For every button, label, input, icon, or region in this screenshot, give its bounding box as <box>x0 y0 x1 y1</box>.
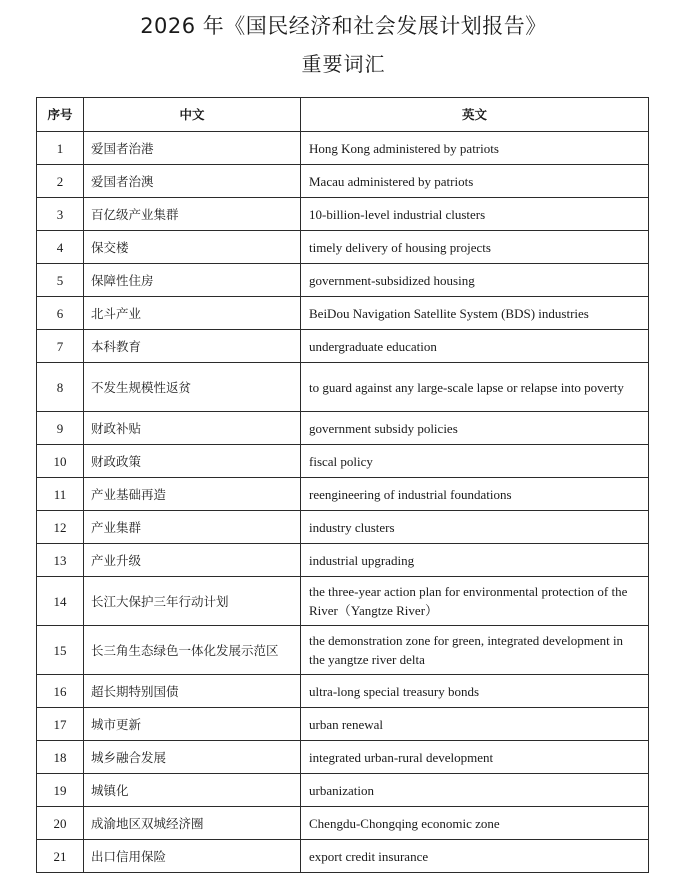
row-number: 16 <box>37 675 84 708</box>
english-term: government subsidy policies <box>301 412 649 445</box>
english-term: fiscal policy <box>301 445 649 478</box>
chinese-term: 保交楼 <box>84 231 301 264</box>
table-row <box>37 675 649 708</box>
chinese-term: 城乡融合发展 <box>84 741 301 774</box>
row-number: 12 <box>37 511 84 544</box>
row-number: 7 <box>37 330 84 363</box>
chinese-term: 长三角生态绿色一体化发展示范区 <box>84 626 301 675</box>
table-row <box>37 626 649 675</box>
table-header-row <box>37 98 649 132</box>
row-number: 20 <box>37 807 84 840</box>
row-number: 6 <box>37 297 84 330</box>
english-term: government-subsidized housing <box>301 264 649 297</box>
english-term: timely delivery of housing projects <box>301 231 649 264</box>
chinese-term: 财政补贴 <box>84 412 301 445</box>
row-number: 18 <box>37 741 84 774</box>
english-term: 10-billion-level industrial clusters <box>301 198 649 231</box>
table-row <box>37 330 649 363</box>
table-row <box>37 544 649 577</box>
english-term: urbanization <box>301 774 649 807</box>
row-number: 8 <box>37 363 84 412</box>
table-row <box>37 231 649 264</box>
table-row <box>37 741 649 774</box>
english-term: Hong Kong administered by patriots <box>301 132 649 165</box>
header-chinese: 中文 <box>84 98 301 132</box>
row-number: 21 <box>37 840 84 873</box>
english-term: BeiDou Navigation Satellite System (BDS) industries <box>301 297 649 330</box>
row-number: 2 <box>37 165 84 198</box>
table-row <box>37 577 649 626</box>
row-number: 10 <box>37 445 84 478</box>
row-number: 14 <box>37 577 84 626</box>
chinese-term: 出口信用保险 <box>84 840 301 873</box>
english-term: reengineering of industrial foundations <box>301 478 649 511</box>
chinese-term: 超长期特别国债 <box>84 675 301 708</box>
table-row <box>37 445 649 478</box>
chinese-term: 爱国者治澳 <box>84 165 301 198</box>
chinese-term: 长江大保护三年行动计划 <box>84 577 301 626</box>
header-number: 序号 <box>37 98 84 132</box>
table-row <box>37 297 649 330</box>
table-row <box>37 198 649 231</box>
chinese-term: 产业基础再造 <box>84 478 301 511</box>
table-row <box>37 774 649 807</box>
english-term: Macau administered by patriots <box>301 165 649 198</box>
document-subtitle: 重要词汇 <box>301 52 386 76</box>
chinese-term: 不发生规模性返贫 <box>84 363 301 412</box>
document-title: 2026 年《国民经济和社会发展计划报告》 <box>140 14 547 38</box>
english-term: industrial upgrading <box>301 544 649 577</box>
english-term: the demonstration zone for green, integrated development in the yangtze river delta <box>301 626 649 675</box>
glossary-table <box>36 97 649 873</box>
english-term: Chengdu-Chongqing economic zone <box>301 807 649 840</box>
row-number: 1 <box>37 132 84 165</box>
chinese-term: 百亿级产业集群 <box>84 198 301 231</box>
row-number: 13 <box>37 544 84 577</box>
chinese-term: 产业集群 <box>84 511 301 544</box>
english-term: the three-year action plan for environmental protection of the River（Yangtze River） <box>301 577 649 626</box>
row-number: 17 <box>37 708 84 741</box>
chinese-term: 产业升级 <box>84 544 301 577</box>
chinese-term: 成渝地区双城经济圈 <box>84 807 301 840</box>
row-number: 9 <box>37 412 84 445</box>
chinese-term: 保障性住房 <box>84 264 301 297</box>
chinese-term: 爱国者治港 <box>84 132 301 165</box>
english-term: undergraduate education <box>301 330 649 363</box>
header-english: 英文 <box>301 98 649 132</box>
table-row <box>37 264 649 297</box>
chinese-term: 城市更新 <box>84 708 301 741</box>
row-number: 3 <box>37 198 84 231</box>
row-number: 11 <box>37 478 84 511</box>
table-row <box>37 807 649 840</box>
table-row <box>37 511 649 544</box>
english-term: integrated urban-rural development <box>301 741 649 774</box>
table-row <box>37 132 649 165</box>
table-row <box>37 708 649 741</box>
table-row <box>37 363 649 412</box>
table-row <box>37 840 649 873</box>
row-number: 4 <box>37 231 84 264</box>
english-term: urban renewal <box>301 708 649 741</box>
english-term: export credit insurance <box>301 840 649 873</box>
row-number: 19 <box>37 774 84 807</box>
table-row <box>37 412 649 445</box>
chinese-term: 财政政策 <box>84 445 301 478</box>
english-term: industry clusters <box>301 511 649 544</box>
row-number: 5 <box>37 264 84 297</box>
english-term: to guard against any large-scale lapse or relapse into poverty <box>301 363 649 412</box>
chinese-term: 北斗产业 <box>84 297 301 330</box>
chinese-term: 城镇化 <box>84 774 301 807</box>
row-number: 15 <box>37 626 84 675</box>
table-row <box>37 478 649 511</box>
english-term: ultra-long special treasury bonds <box>301 675 649 708</box>
table-row <box>37 165 649 198</box>
chinese-term: 本科教育 <box>84 330 301 363</box>
